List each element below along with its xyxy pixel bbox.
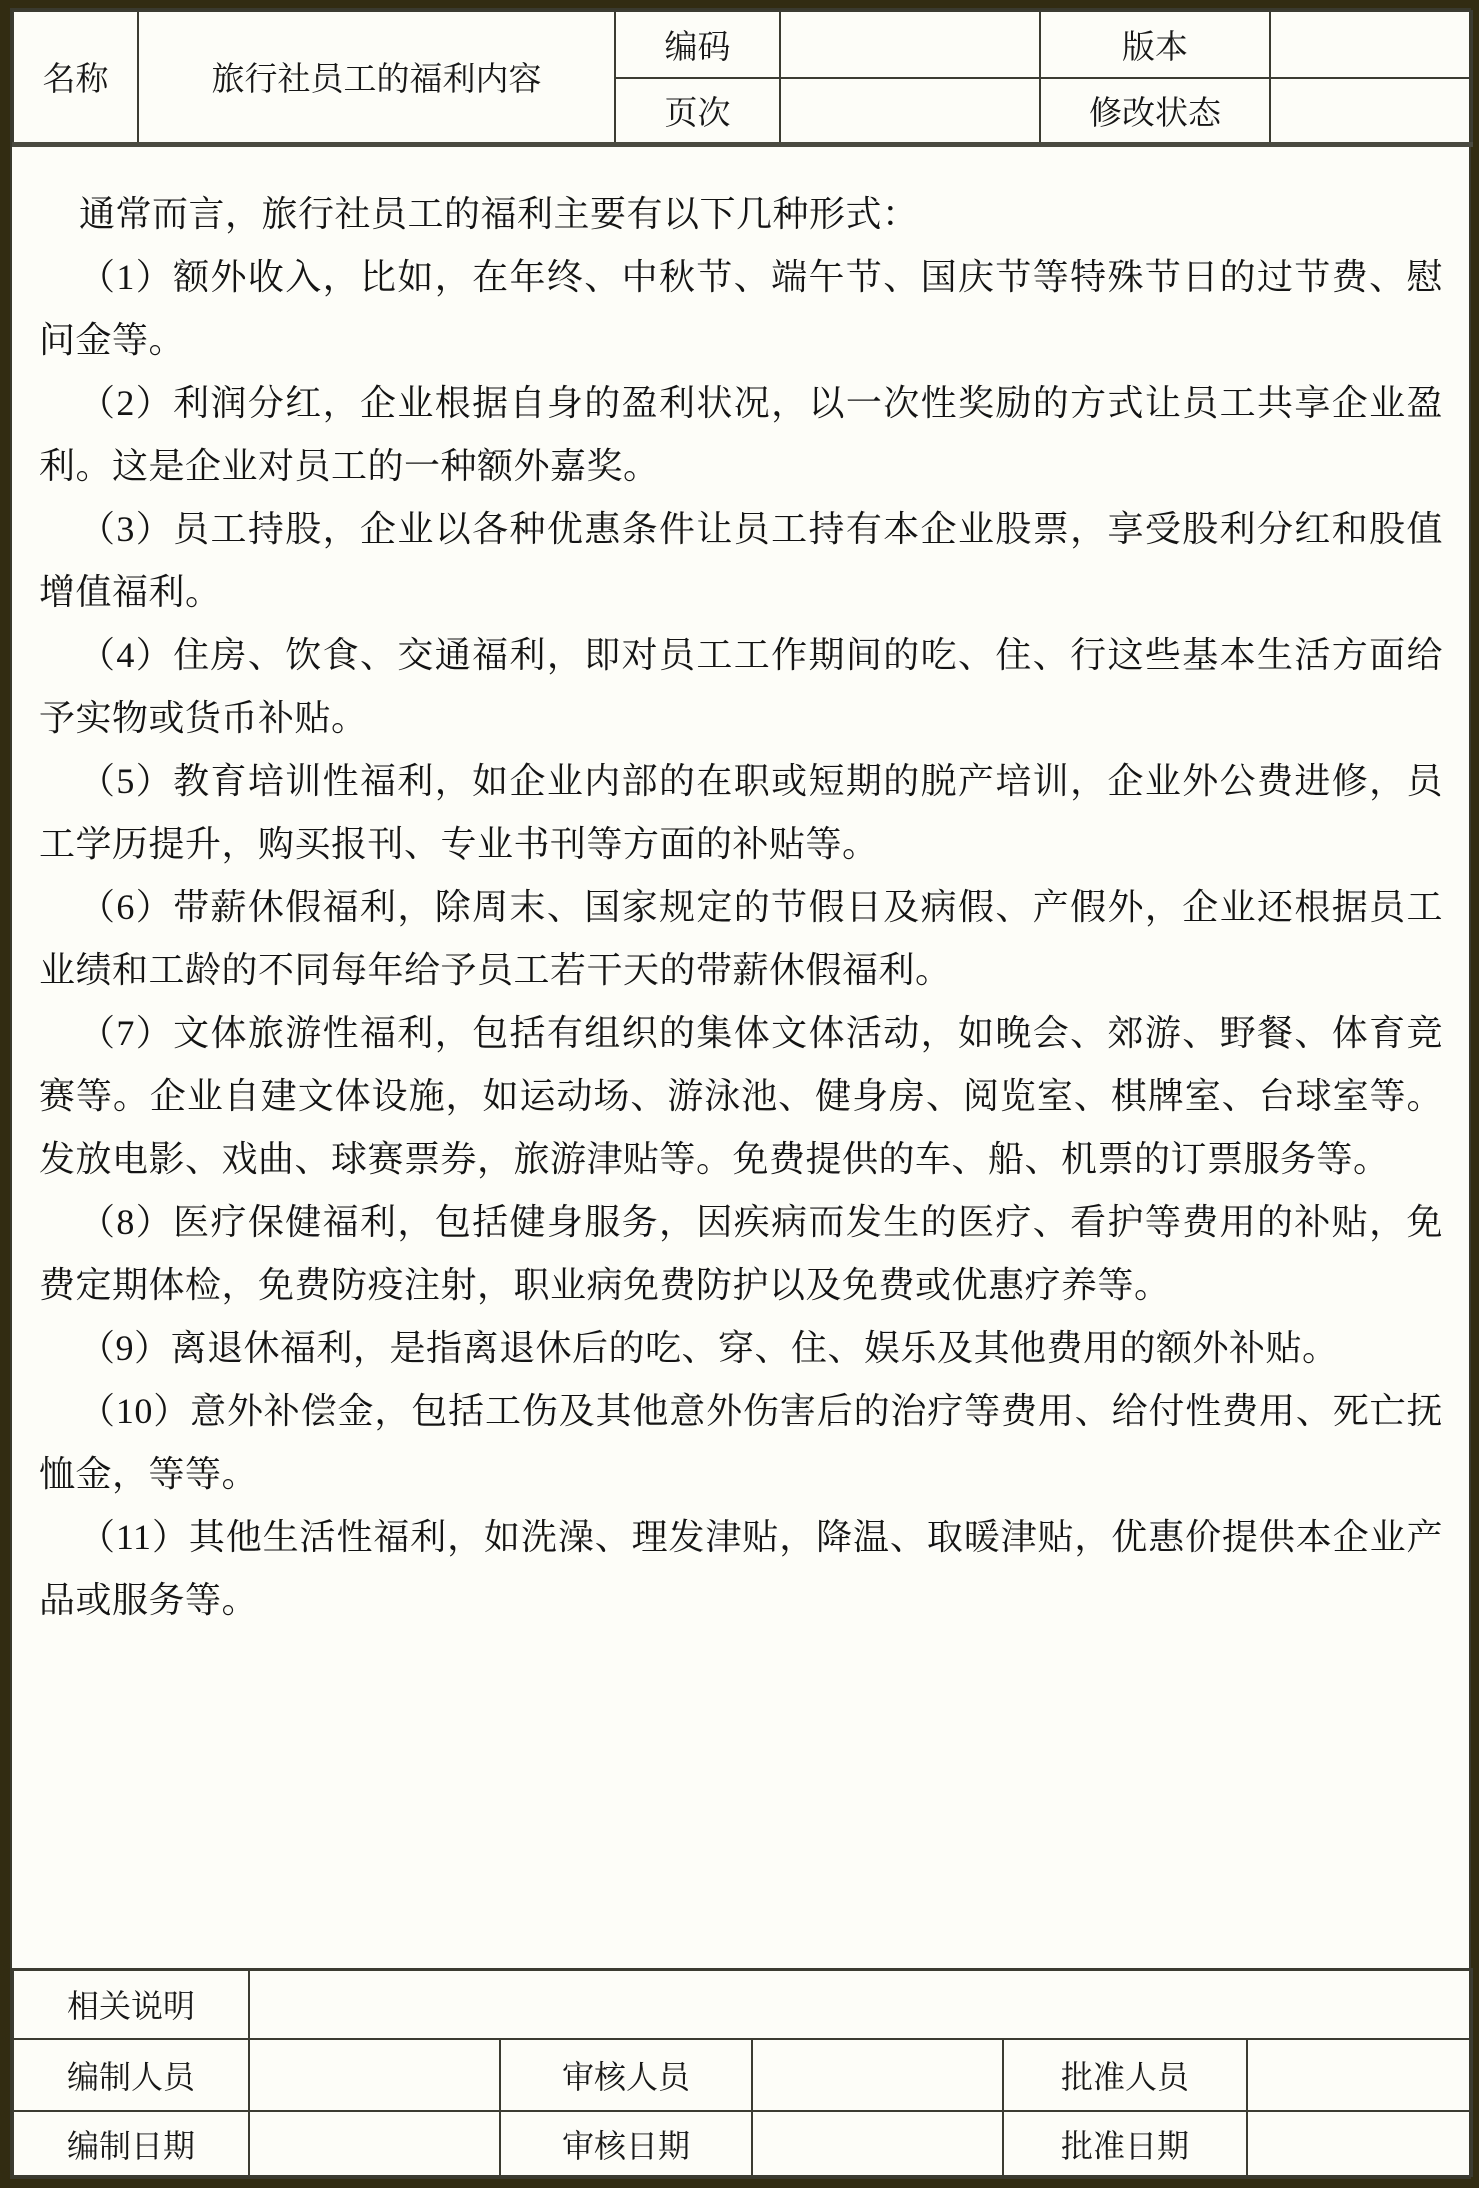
version-value-cell	[1270, 11, 1472, 78]
version-label: 版本	[1040, 11, 1270, 78]
document-paper	[10, 8, 1471, 2179]
approver-value-cell	[1247, 2039, 1472, 2111]
code-value-cell	[780, 11, 1040, 78]
related-notes-label: 相关说明	[13, 1969, 249, 2039]
revision-status-value-cell	[1270, 78, 1472, 145]
body-paragraph: （6）带薪休假福利，除周末、国家规定的节假日及病假、产假外，企业还根据员工业绩和工龄的不同每年给予员工若干天的带薪休假福利。	[39, 886, 1443, 990]
body-paragraph: （11）其他生活性福利，如洗澡、理发津贴，降温、取暖津贴，优惠价提供本企业产品或服务等。	[39, 1516, 1443, 1620]
body-paragraph: （8）医疗保健福利，包括健身服务，因疾病而发生的医疗、看护等费用的补贴，免费定期体检，免费防疫注射，职业病免费防护以及免费或优惠疗养等。	[39, 1201, 1443, 1305]
approve-date-value-cell	[1247, 2111, 1472, 2176]
page-number-label: 页次	[615, 78, 780, 145]
header-table	[12, 10, 1473, 147]
body-paragraph: （4）住房、饮食、交通福利，即对员工工作期间的吃、住、行这些基本生活方面给予实物或货币补贴。	[39, 634, 1443, 738]
review-date-label: 审核日期	[500, 2111, 752, 2176]
body-paragraph: 通常而言，旅行社员工的福利主要有以下几种形式：	[79, 193, 919, 234]
body-paragraph: （3）员工持股，企业以各种优惠条件让员工持有本企业股票，享受股利分红和股值增值福利。	[39, 508, 1443, 612]
review-date-value-cell	[752, 2111, 1003, 2176]
name-label: 名称	[13, 11, 138, 144]
prepare-date-label: 编制日期	[13, 2111, 249, 2176]
page-number-value-cell	[780, 78, 1040, 145]
approve-date-label: 批准日期	[1003, 2111, 1247, 2176]
prepare-date-value-cell	[249, 2111, 500, 2176]
code-label: 编码	[615, 11, 780, 78]
revision-status-label: 修改状态	[1040, 78, 1270, 145]
related-notes-value-cell	[249, 1969, 1472, 2039]
reviewer-value-cell	[752, 2039, 1003, 2111]
approver-label: 批准人员	[1003, 2039, 1247, 2111]
body-paragraph: （10）意外补偿金，包括工伤及其他意外伤害后的治疗等费用、给付性费用、死亡抚恤金，等等。	[39, 1390, 1443, 1494]
preparer-value-cell	[249, 2039, 500, 2111]
body-paragraph: （7）文体旅游性福利，包括有组织的集体文体活动，如晚会、郊游、野餐、体育竞赛等。企业自建文体设施，如运动场、游泳池、健身房、阅览室、棋牌室、台球室等。发放电影、戏曲、球赛票券，旅游津贴等。免费提供的车、船、机票的订票服务等。	[39, 1012, 1443, 1179]
body-paragraph: （2）利润分红，企业根据自身的盈利状况，以一次性奖励的方式让员工共享企业盈利。这是企业对员工的一种额外嘉奖。	[39, 382, 1443, 486]
doc-title: 旅行社员工的福利内容	[138, 11, 615, 144]
body-paragraph: （1）额外收入，比如，在年终、中秋节、端午节、国庆节等特殊节日的过节费、慰问金等。	[39, 256, 1443, 360]
footer-table	[12, 1968, 1473, 2178]
body-paragraph: （9）离退休福利，是指离退休后的吃、穿、住、娱乐及其他费用的额外补贴。	[79, 1327, 1339, 1368]
reviewer-label: 审核人员	[500, 2039, 752, 2111]
preparer-label: 编制人员	[13, 2039, 249, 2111]
document-body	[12, 147, 1469, 1968]
body-paragraph: （5）教育培训性福利，如企业内部的在职或短期的脱产培训，企业外公费进修，员工学历提升，购买报刊、专业书刊等方面的补贴等。	[39, 760, 1443, 864]
